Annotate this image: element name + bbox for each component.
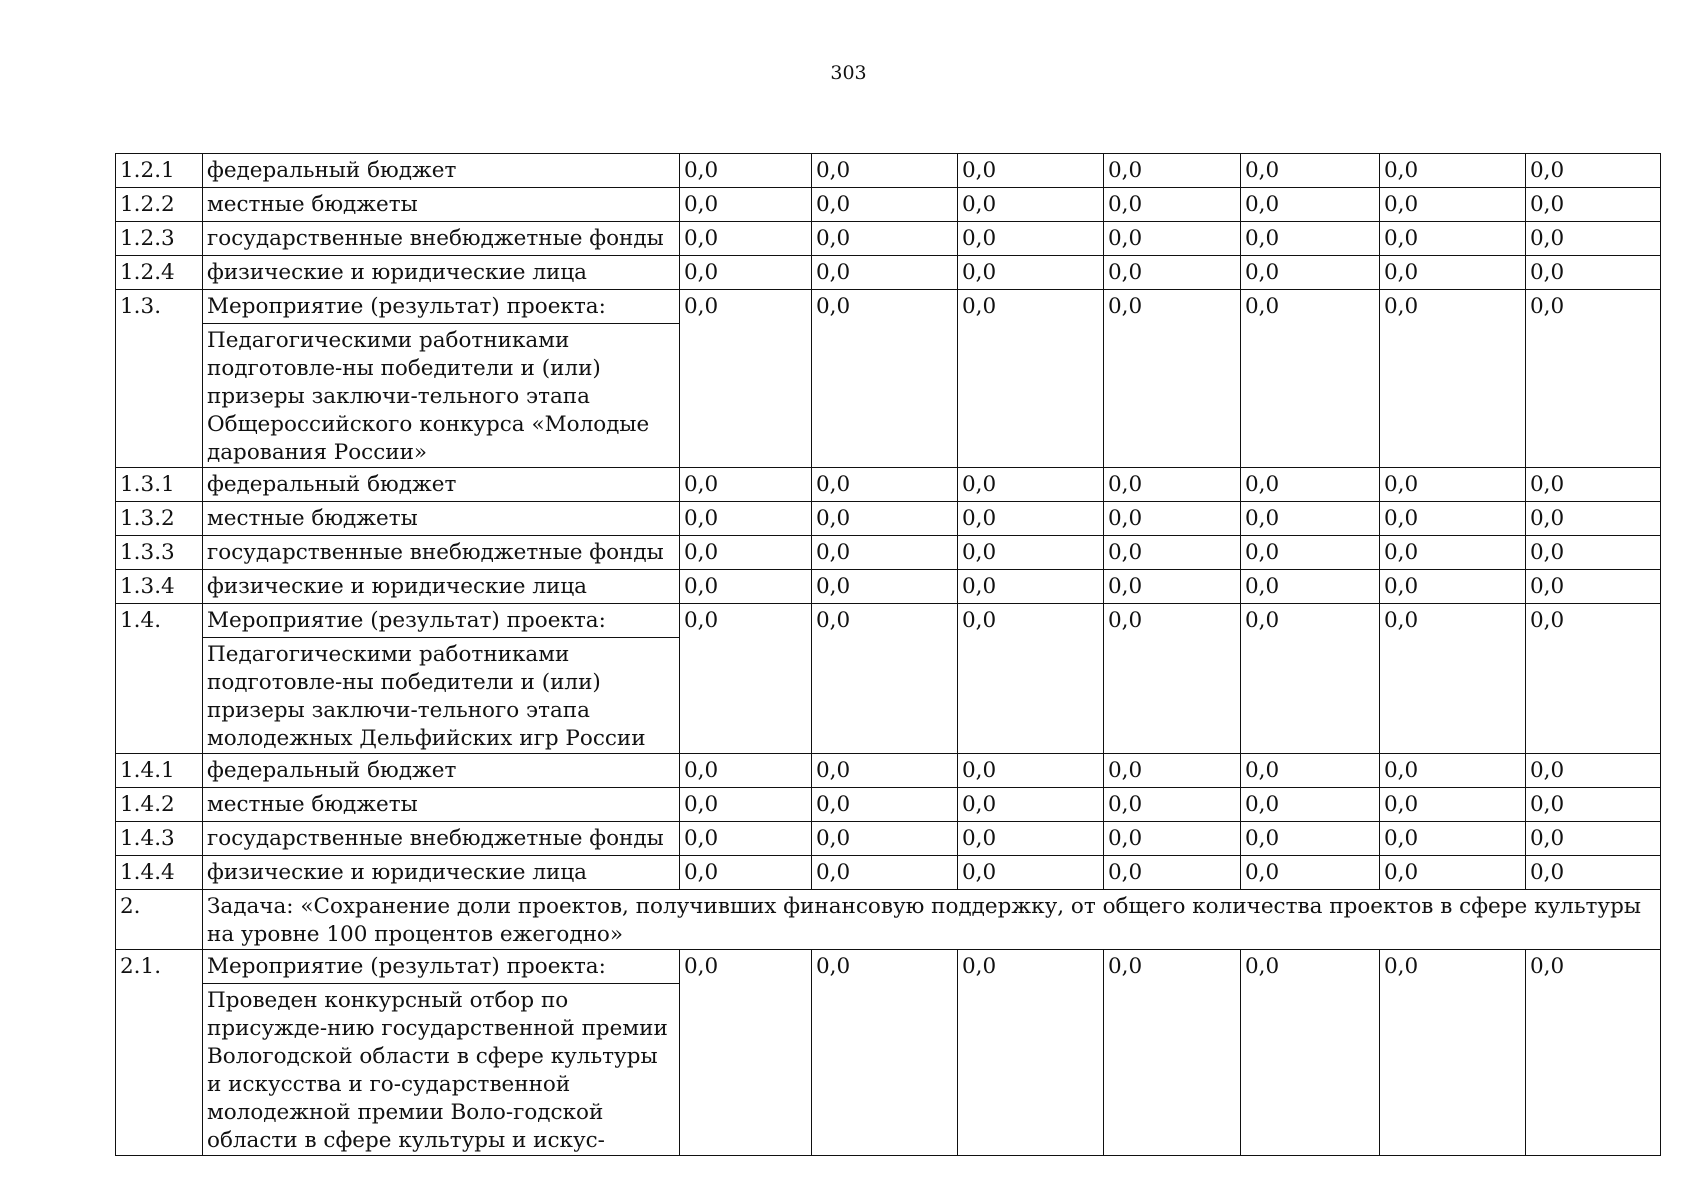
value-cell: 0,0 — [1526, 822, 1661, 856]
value-cell: 0,0 — [1380, 822, 1526, 856]
activity-row — [116, 290, 1661, 324]
value-cell: 0,0 — [1526, 290, 1661, 468]
value-cell: 0,0 — [1241, 468, 1380, 502]
row-number: 2.1. — [116, 950, 203, 1156]
value-cell: 0,0 — [1241, 290, 1380, 468]
task-row — [116, 890, 1661, 950]
row-number: 1.2.2 — [116, 188, 203, 222]
value-cell: 0,0 — [812, 604, 958, 754]
row-label: физические и юридические лица — [203, 256, 680, 290]
value-cell: 0,0 — [812, 188, 958, 222]
row-label: государственные внебюджетные фонды — [203, 222, 680, 256]
value-cell: 0,0 — [958, 570, 1104, 604]
activity-row — [116, 950, 1661, 984]
value-cell: 0,0 — [1241, 822, 1380, 856]
value-cell: 0,0 — [1104, 788, 1241, 822]
activity-description: Проведен конкурсный отбор по присужде-нию государственной премии Вологодской области в сфере культуры и искусства и го-сударственной молодежной премии Воло-годской области в сфере культуры и искус- — [203, 984, 680, 1156]
value-cell: 0,0 — [1104, 856, 1241, 890]
table-row — [116, 754, 1661, 788]
table-row — [116, 468, 1661, 502]
value-cell: 0,0 — [680, 154, 812, 188]
value-cell: 0,0 — [1380, 256, 1526, 290]
value-cell: 0,0 — [1526, 856, 1661, 890]
value-cell: 0,0 — [680, 188, 812, 222]
value-cell: 0,0 — [958, 154, 1104, 188]
value-cell: 0,0 — [812, 856, 958, 890]
value-cell: 0,0 — [812, 290, 958, 468]
value-cell: 0,0 — [680, 788, 812, 822]
value-cell: 0,0 — [1104, 950, 1241, 1156]
value-cell: 0,0 — [1380, 154, 1526, 188]
value-cell: 0,0 — [1380, 950, 1526, 1156]
value-cell: 0,0 — [958, 188, 1104, 222]
table-row — [116, 536, 1661, 570]
row-label: федеральный бюджет — [203, 754, 680, 788]
row-label: физические и юридические лица — [203, 570, 680, 604]
value-cell: 0,0 — [1526, 188, 1661, 222]
value-cell: 0,0 — [958, 290, 1104, 468]
value-cell: 0,0 — [1380, 222, 1526, 256]
value-cell: 0,0 — [812, 154, 958, 188]
value-cell: 0,0 — [812, 468, 958, 502]
value-cell: 0,0 — [680, 950, 812, 1156]
value-cell: 0,0 — [1241, 950, 1380, 1156]
table-row — [116, 256, 1661, 290]
row-number: 1.3. — [116, 290, 203, 468]
value-cell: 0,0 — [1104, 188, 1241, 222]
value-cell: 0,0 — [812, 222, 958, 256]
value-cell: 0,0 — [1104, 256, 1241, 290]
row-number: 2. — [116, 890, 203, 950]
value-cell: 0,0 — [1526, 754, 1661, 788]
value-cell: 0,0 — [1380, 856, 1526, 890]
value-cell: 0,0 — [1380, 188, 1526, 222]
value-cell: 0,0 — [1526, 788, 1661, 822]
value-cell: 0,0 — [1526, 154, 1661, 188]
value-cell: 0,0 — [1526, 256, 1661, 290]
value-cell: 0,0 — [1241, 154, 1380, 188]
value-cell: 0,0 — [1526, 468, 1661, 502]
value-cell: 0,0 — [812, 754, 958, 788]
value-cell: 0,0 — [1241, 502, 1380, 536]
row-number: 1.2.1 — [116, 154, 203, 188]
activity-row — [116, 604, 1661, 638]
table-row — [116, 154, 1661, 188]
value-cell: 0,0 — [1104, 536, 1241, 570]
table-row — [116, 222, 1661, 256]
value-cell: 0,0 — [1104, 604, 1241, 754]
activity-description: Педагогическими работниками подготовле-ны победители и (или) призеры заключи-тельного этапа Общероссийского конкурса «Молодые дарования России» — [203, 324, 680, 468]
value-cell: 0,0 — [1241, 788, 1380, 822]
value-cell: 0,0 — [812, 570, 958, 604]
row-label: физические и юридические лица — [203, 856, 680, 890]
value-cell: 0,0 — [1380, 788, 1526, 822]
activity-label: Мероприятие (результат) проекта: — [203, 604, 680, 638]
row-number: 1.3.1 — [116, 468, 203, 502]
value-cell: 0,0 — [812, 822, 958, 856]
value-cell: 0,0 — [680, 856, 812, 890]
row-label: государственные внебюджетные фонды — [203, 822, 680, 856]
value-cell: 0,0 — [680, 290, 812, 468]
value-cell: 0,0 — [1380, 570, 1526, 604]
activity-label: Мероприятие (результат) проекта: — [203, 290, 680, 324]
value-cell: 0,0 — [1526, 536, 1661, 570]
table-row — [116, 822, 1661, 856]
value-cell: 0,0 — [1380, 290, 1526, 468]
row-number: 1.4.2 — [116, 788, 203, 822]
value-cell: 0,0 — [812, 536, 958, 570]
value-cell: 0,0 — [1104, 154, 1241, 188]
activity-description: Педагогическими работниками подготовле-ны победители и (или) призеры заключи-тельного этапа молодежных Дельфийских игр России — [203, 638, 680, 754]
value-cell: 0,0 — [1104, 468, 1241, 502]
value-cell: 0,0 — [958, 222, 1104, 256]
value-cell: 0,0 — [1380, 604, 1526, 754]
value-cell: 0,0 — [1241, 536, 1380, 570]
value-cell: 0,0 — [812, 950, 958, 1156]
value-cell: 0,0 — [1241, 856, 1380, 890]
value-cell: 0,0 — [1241, 256, 1380, 290]
value-cell: 0,0 — [1104, 222, 1241, 256]
value-cell: 0,0 — [958, 950, 1104, 1156]
value-cell: 0,0 — [958, 856, 1104, 890]
value-cell: 0,0 — [1380, 502, 1526, 536]
value-cell: 0,0 — [812, 256, 958, 290]
task-text: Задача: «Сохранение доли проектов, получивших финансовую поддержку, от общего количества проектов в сфере культуры на уровне 100 процентов ежегодно» — [203, 890, 1661, 950]
value-cell: 0,0 — [680, 822, 812, 856]
value-cell: 0,0 — [680, 256, 812, 290]
row-number: 1.4.1 — [116, 754, 203, 788]
row-number: 1.3.4 — [116, 570, 203, 604]
value-cell: 0,0 — [958, 822, 1104, 856]
table-row — [116, 502, 1661, 536]
value-cell: 0,0 — [1526, 570, 1661, 604]
value-cell: 0,0 — [958, 536, 1104, 570]
value-cell: 0,0 — [958, 256, 1104, 290]
value-cell: 0,0 — [680, 468, 812, 502]
row-label: местные бюджеты — [203, 502, 680, 536]
value-cell: 0,0 — [1380, 468, 1526, 502]
value-cell: 0,0 — [680, 536, 812, 570]
table-row — [116, 570, 1661, 604]
value-cell: 0,0 — [958, 754, 1104, 788]
row-number: 1.4.3 — [116, 822, 203, 856]
row-label: федеральный бюджет — [203, 154, 680, 188]
row-label: государственные внебюджетные фонды — [203, 536, 680, 570]
value-cell: 0,0 — [680, 754, 812, 788]
value-cell: 0,0 — [1241, 570, 1380, 604]
value-cell: 0,0 — [1104, 290, 1241, 468]
row-label: местные бюджеты — [203, 788, 680, 822]
row-number: 1.2.4 — [116, 256, 203, 290]
table-row — [116, 188, 1661, 222]
value-cell: 0,0 — [1380, 536, 1526, 570]
value-cell: 0,0 — [958, 502, 1104, 536]
budget-table — [115, 153, 1661, 1156]
row-number: 1.3.3 — [116, 536, 203, 570]
value-cell: 0,0 — [1104, 822, 1241, 856]
value-cell: 0,0 — [1241, 222, 1380, 256]
table-row — [116, 856, 1661, 890]
value-cell: 0,0 — [1104, 570, 1241, 604]
value-cell: 0,0 — [958, 604, 1104, 754]
value-cell: 0,0 — [680, 570, 812, 604]
value-cell: 0,0 — [680, 222, 812, 256]
row-label: местные бюджеты — [203, 188, 680, 222]
row-number: 1.2.3 — [116, 222, 203, 256]
value-cell: 0,0 — [958, 468, 1104, 502]
value-cell: 0,0 — [680, 502, 812, 536]
value-cell: 0,0 — [812, 788, 958, 822]
value-cell: 0,0 — [1104, 754, 1241, 788]
value-cell: 0,0 — [958, 788, 1104, 822]
row-number: 1.4. — [116, 604, 203, 754]
value-cell: 0,0 — [1526, 604, 1661, 754]
row-number: 1.3.2 — [116, 502, 203, 536]
value-cell: 0,0 — [1526, 502, 1661, 536]
value-cell: 0,0 — [1241, 754, 1380, 788]
activity-label: Мероприятие (результат) проекта: — [203, 950, 680, 984]
value-cell: 0,0 — [812, 502, 958, 536]
row-number: 1.4.4 — [116, 856, 203, 890]
value-cell: 0,0 — [680, 604, 812, 754]
value-cell: 0,0 — [1104, 502, 1241, 536]
value-cell: 0,0 — [1241, 188, 1380, 222]
table-row — [116, 788, 1661, 822]
page-number: 303 — [830, 62, 867, 84]
value-cell: 0,0 — [1526, 950, 1661, 1156]
value-cell: 0,0 — [1380, 754, 1526, 788]
row-label: федеральный бюджет — [203, 468, 680, 502]
value-cell: 0,0 — [1526, 222, 1661, 256]
value-cell: 0,0 — [1241, 604, 1380, 754]
